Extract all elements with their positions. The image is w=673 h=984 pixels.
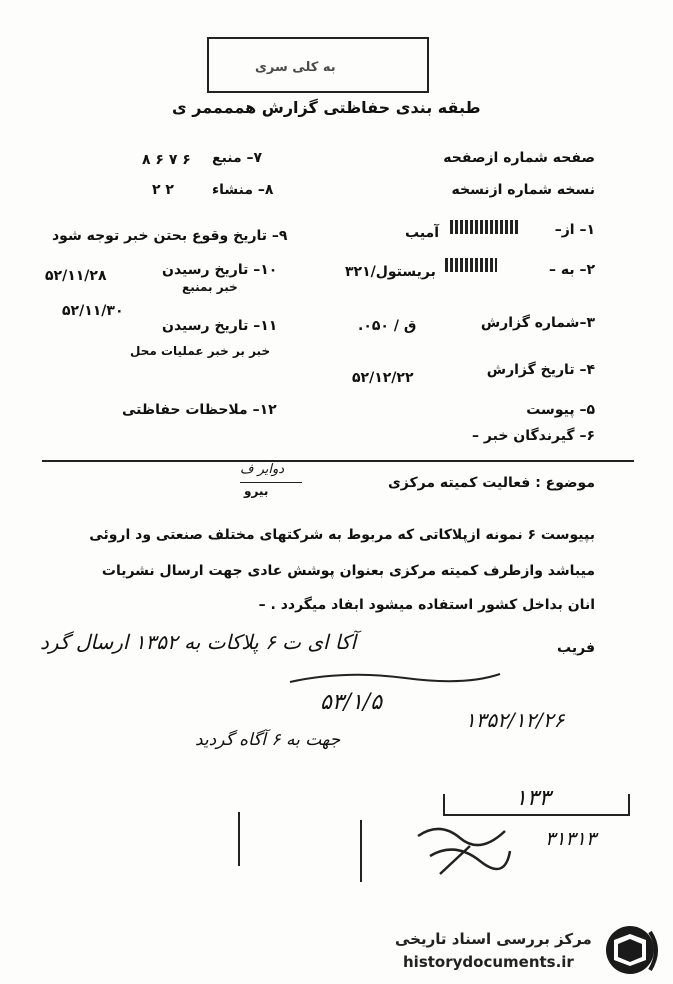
bottom-bracket-left [443, 794, 445, 816]
to-value: بریستول/۳۲۱ [345, 264, 436, 280]
from-value: آمیب [405, 225, 440, 241]
handwritten-note-2: ۵۳/۱/۵ [320, 690, 383, 715]
received-date2-sub: خبر بر خبر عملیات محل [130, 344, 271, 358]
copy-number-field: نسخه شماره ازنسخه [451, 182, 595, 198]
handwritten-underline [285, 660, 505, 690]
received-date2-label: ۱۱– تاریخ رسیدن [162, 318, 278, 334]
origin-label: ۸– منشاء [212, 182, 274, 198]
report-date-value: ۵۲/۱۲/۲۲ [352, 370, 414, 386]
watermark-org: مرکز بررسی اسناد تاریخی [395, 930, 592, 948]
report-date-label: ۴– تاریخ گزارش [486, 362, 595, 378]
received-date-label: ۱۰– تاریخ رسیدن [162, 262, 278, 278]
watermark-logo-icon [600, 922, 664, 978]
report-number-label: ۳–شماره گزارش [480, 315, 595, 331]
to-label: ۲– به – [548, 262, 595, 278]
document-title: طبقه بندی حفاظتی گزارش هممممر ی [172, 98, 481, 117]
handwritten-code-2: ۳۱۳۱۳ [545, 828, 597, 850]
page-number-field: صفحه شماره ازصفحه [443, 150, 595, 166]
attachment-field: ۵– پیوست [526, 402, 595, 418]
signature-label: فریب [557, 640, 595, 656]
subject-line: موضوع : فعالیت کمیته مرکزی [387, 475, 595, 491]
handwritten-note-1: آکا ای ت ۶ پلاکات به ۱۳۵۲ ارسال گرد [40, 630, 357, 654]
bottom-bracket-right [628, 794, 630, 816]
handwritten-date: ۱۳۵۲/۱۲/۲۶ [465, 708, 565, 732]
from-label: ۱– از– [554, 222, 595, 238]
signature-scribble [410, 816, 520, 886]
subject-side-note-bottom: بیرو [244, 484, 269, 498]
report-number-value: ق / ۰۵۰. [358, 318, 417, 334]
body-line-1: بپیوست ۶ نمونه ازپلاکاتی که مربوط به شرکتهای مختلف صنعتی ود اروئی [89, 527, 595, 543]
event-date-field: ۹– تاریخ وقوع بحتن خبر توجه شود [52, 228, 288, 244]
security-notes-field: ۱۲– ملاحظات حفاظتی [122, 402, 277, 418]
handwritten-note-3: جهت به ۶ آگاه گردید [195, 730, 341, 750]
source-value: ۸ ۶ ۷ ۶ [142, 152, 191, 168]
redaction-mark [445, 258, 497, 272]
section-divider [42, 460, 634, 462]
redaction-mark [450, 220, 518, 234]
received-date2-value: ۵۲/۱۱/۳۰ [62, 303, 124, 319]
recipients-field: ۶– گیرندگان خبر – [472, 428, 595, 444]
received-date-value: ۵۲/۱۱/۲۸ [45, 268, 107, 284]
classification-stamp: به کلی سری [255, 60, 336, 75]
received-date-sub: خبر بمنبع [182, 280, 238, 294]
watermark-site: historydocuments.ir [403, 953, 574, 971]
body-line-3: انان بداخل کشور استفاده میشود ابفاد میگردد . – [258, 597, 595, 613]
origin-value: ۲ ۲ [152, 182, 174, 198]
stamp-fragment-mid [360, 820, 362, 882]
handwritten-code-1: ۱۳۳ [515, 786, 551, 811]
source-label: ۷– منبع [212, 150, 263, 166]
side-note-fraction-line [240, 482, 302, 483]
stamp-fragment-left [238, 812, 240, 866]
body-line-2: میباشد وازطرف کمیته مرکزی بعنوان پوشش عادی جهت ارسال نشریات [101, 563, 595, 579]
subject-side-note-top: دوایر ف [240, 462, 285, 477]
